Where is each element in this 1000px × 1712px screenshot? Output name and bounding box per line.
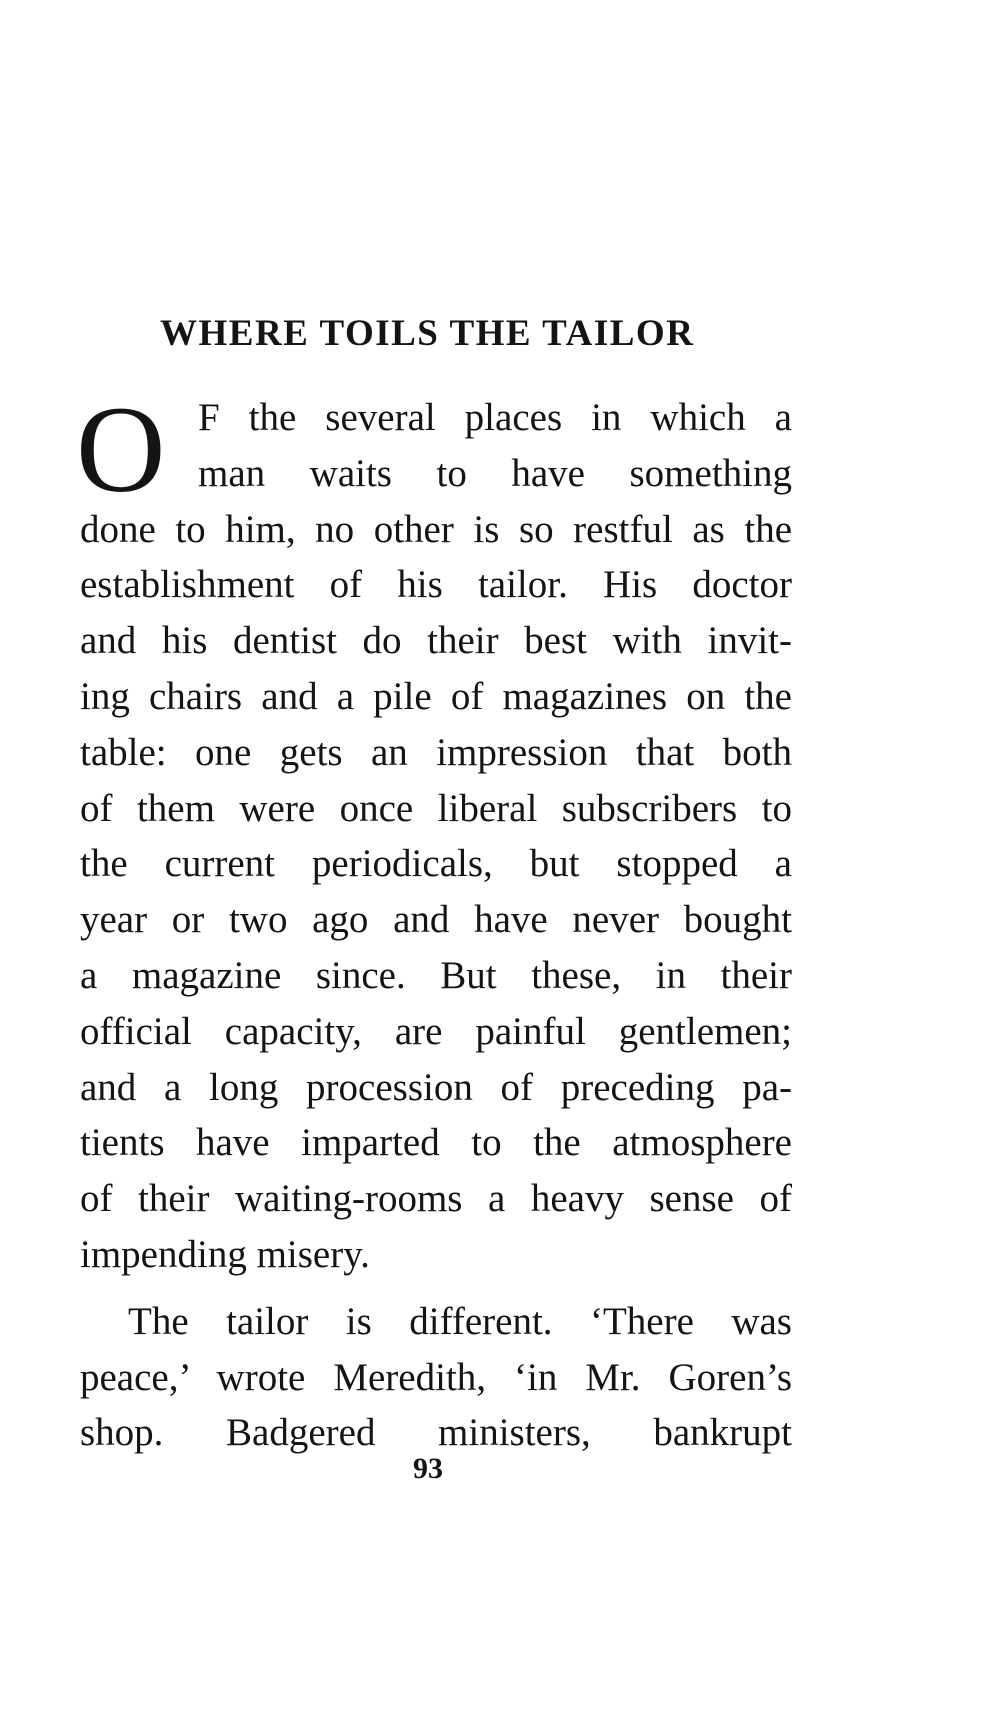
text-line: impending misery. [80,1232,370,1276]
text-line: man waits to have something [198,451,792,495]
text-line: and his dentist do their best with invit- [80,619,792,663]
text-line: year or two ago and have never bought [80,898,792,942]
text-line: shop. Badgered ministers, bankrupt [80,1411,792,1455]
chapter-heading: WHERE TOILS THE TAILOR [160,313,695,354]
paragraph-gap [80,1283,792,1294]
text-line: of their waiting-rooms a heavy sense of [80,1177,792,1221]
text-line: ing chairs and a pile of magazines on the [80,674,792,718]
text-line: done to him, no other is so restful as the [80,507,792,551]
text-line: of them were once liberal subscribers to [80,786,792,830]
body-text [80,390,792,1461]
text-line: peace,’ wrote Meredith, ‘in Mr. Goren’s [80,1355,792,1399]
text-line: F the several places in which a [198,396,792,439]
drop-cap: O [76,381,166,518]
text-line: tients have imparted to the atmosphere [80,1121,792,1165]
text-line: The tailor is different. ‘There was [128,1299,792,1343]
text-line: and a long procession of preceding pa- [80,1065,792,1109]
text-line: the current periodicals, but stopped a [80,842,792,886]
text-line: a magazine since. But these, in their [80,953,792,997]
text-line: official capacity, are painful gentlemen; [80,1009,792,1053]
page-number: 93 [413,1452,443,1485]
text-line: establishment of his tailor. His doctor [80,563,792,607]
text-line: table: one gets an impression that both [80,730,792,774]
